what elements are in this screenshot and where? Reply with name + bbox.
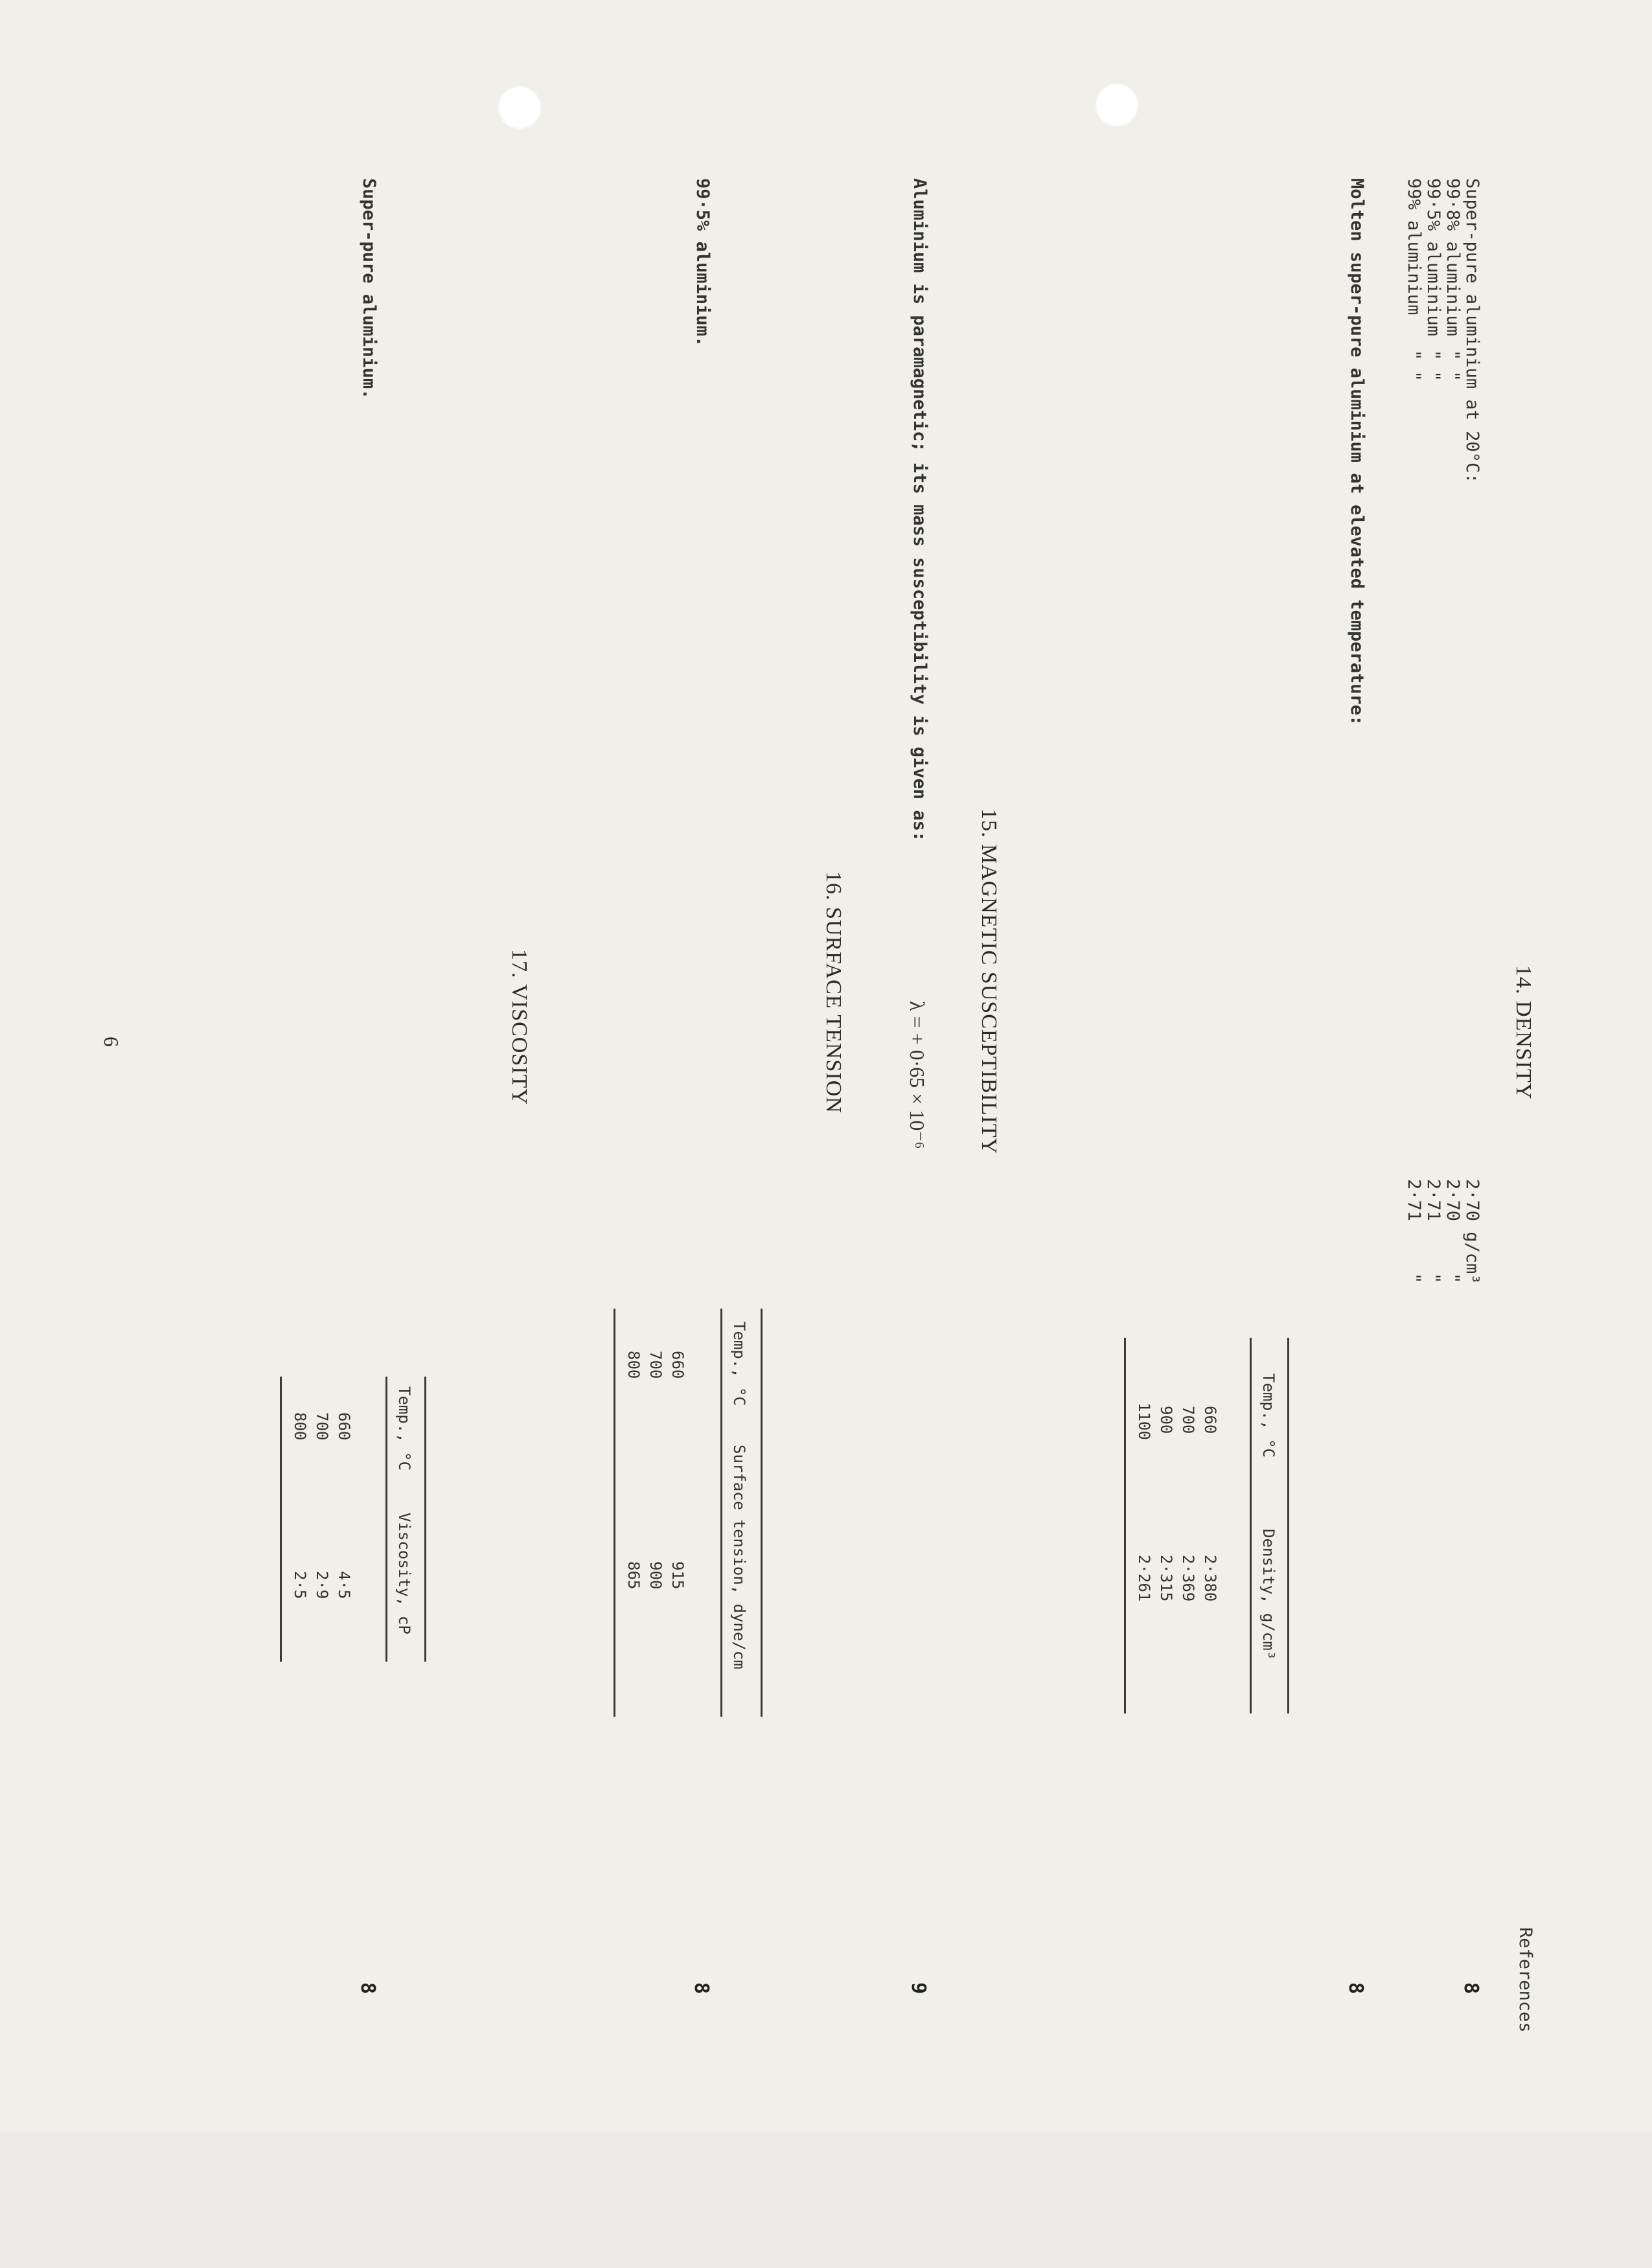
table-cell: 660: [1201, 1406, 1219, 1434]
surface-tension-reference: 8: [690, 1982, 713, 1995]
density-row-value: 2·71: [1404, 1179, 1424, 1222]
table-rule-bottom: [1124, 1338, 1126, 1713]
table-rule-bottom: [280, 1377, 282, 1662]
table-rule-mid: [385, 1377, 387, 1662]
table-header: Temp., °C: [1259, 1373, 1278, 1458]
references-label: References: [1515, 1927, 1535, 2033]
table-header: Surface tension, dyne/cm: [730, 1445, 748, 1669]
viscosity-heading: 17. VISCOSITY: [507, 949, 531, 1105]
table-cell: 915: [669, 1561, 687, 1590]
table-rule-top: [1287, 1338, 1289, 1713]
density-row-unit: ": [1423, 1273, 1443, 1284]
table-cell: 700: [1179, 1406, 1197, 1434]
density-row-unit: ": [1443, 1273, 1463, 1284]
table-cell: 900: [1157, 1406, 1175, 1434]
density-heading: 14. DENSITY: [1511, 965, 1535, 1100]
table-cell: 800: [291, 1412, 309, 1441]
density-room-temp-label: Super-pure aluminium at 20°C:: [1462, 178, 1482, 484]
density-molten-label: Molten super-pure aluminium at elevated temperature:: [1347, 178, 1367, 726]
table-header: Temp., °C: [730, 1322, 748, 1406]
magnetic-formula: λ = + 0·65 × 10⁻⁶: [906, 1001, 929, 1149]
viscosity-label: Super-pure aluminium.: [359, 178, 379, 400]
density-molten-reference: 8: [1344, 1982, 1367, 1995]
surface-tension-heading: 16. SURFACE TENSION: [821, 871, 845, 1114]
density-row-value: 2·71: [1423, 1179, 1443, 1222]
density-room-temp-reference: 8: [1460, 1982, 1482, 1995]
table-cell: 660: [669, 1351, 687, 1379]
density-row-ditto: " ": [1423, 350, 1443, 382]
table-rule-top: [761, 1309, 763, 1717]
table-rule-mid: [1250, 1338, 1252, 1713]
table-cell: 2·315: [1157, 1555, 1175, 1602]
density-row-label: 99·5% aluminium: [1423, 178, 1443, 336]
table-cell: 2·380: [1201, 1555, 1219, 1602]
viscosity-reference: 8: [356, 1982, 379, 1995]
page-number: 6: [100, 1037, 123, 1048]
density-row-ditto: " ": [1443, 350, 1463, 382]
table-cell: 865: [625, 1561, 643, 1590]
density-row-label: 99% aluminium: [1404, 178, 1424, 315]
magnetic-reference: 9: [907, 1982, 930, 1995]
table-header: Viscosity, cP: [395, 1513, 413, 1634]
density-row-label: 99·8% aluminium: [1443, 178, 1463, 336]
density-first-value: 2·70 g/cm³: [1462, 1179, 1482, 1285]
table-cell: 4·5: [335, 1571, 353, 1599]
table-cell: 2·9: [313, 1571, 331, 1599]
table-cell: 900: [647, 1561, 665, 1590]
table-cell: 2·5: [291, 1571, 309, 1599]
magnetic-text: Aluminium is paramagnetic; its mass susceptibility is given as:: [910, 178, 930, 842]
table-cell: 2·369: [1179, 1555, 1197, 1602]
table-cell: 2·261: [1135, 1555, 1153, 1602]
table-cell: 1100: [1135, 1403, 1153, 1440]
table-header: Temp., °C: [395, 1386, 413, 1471]
table-header: Density, g/cm³: [1259, 1529, 1278, 1660]
table-rule-mid: [720, 1309, 722, 1717]
table-cell: 700: [313, 1412, 331, 1441]
table-cell: 700: [647, 1351, 665, 1379]
density-row-value: 2·70: [1443, 1179, 1463, 1222]
table-cell: 800: [625, 1351, 643, 1379]
density-row-ditto: " ": [1404, 350, 1424, 382]
magnetic-heading: 15. MAGNETIC SUSCEPTIBILITY: [977, 808, 1001, 1155]
surface-tension-label: 99·5% aluminium.: [693, 178, 713, 347]
table-cell: 660: [335, 1412, 353, 1441]
table-rule-bottom: [614, 1309, 615, 1717]
density-row-unit: ": [1404, 1273, 1424, 1284]
table-rule-top: [424, 1377, 426, 1662]
